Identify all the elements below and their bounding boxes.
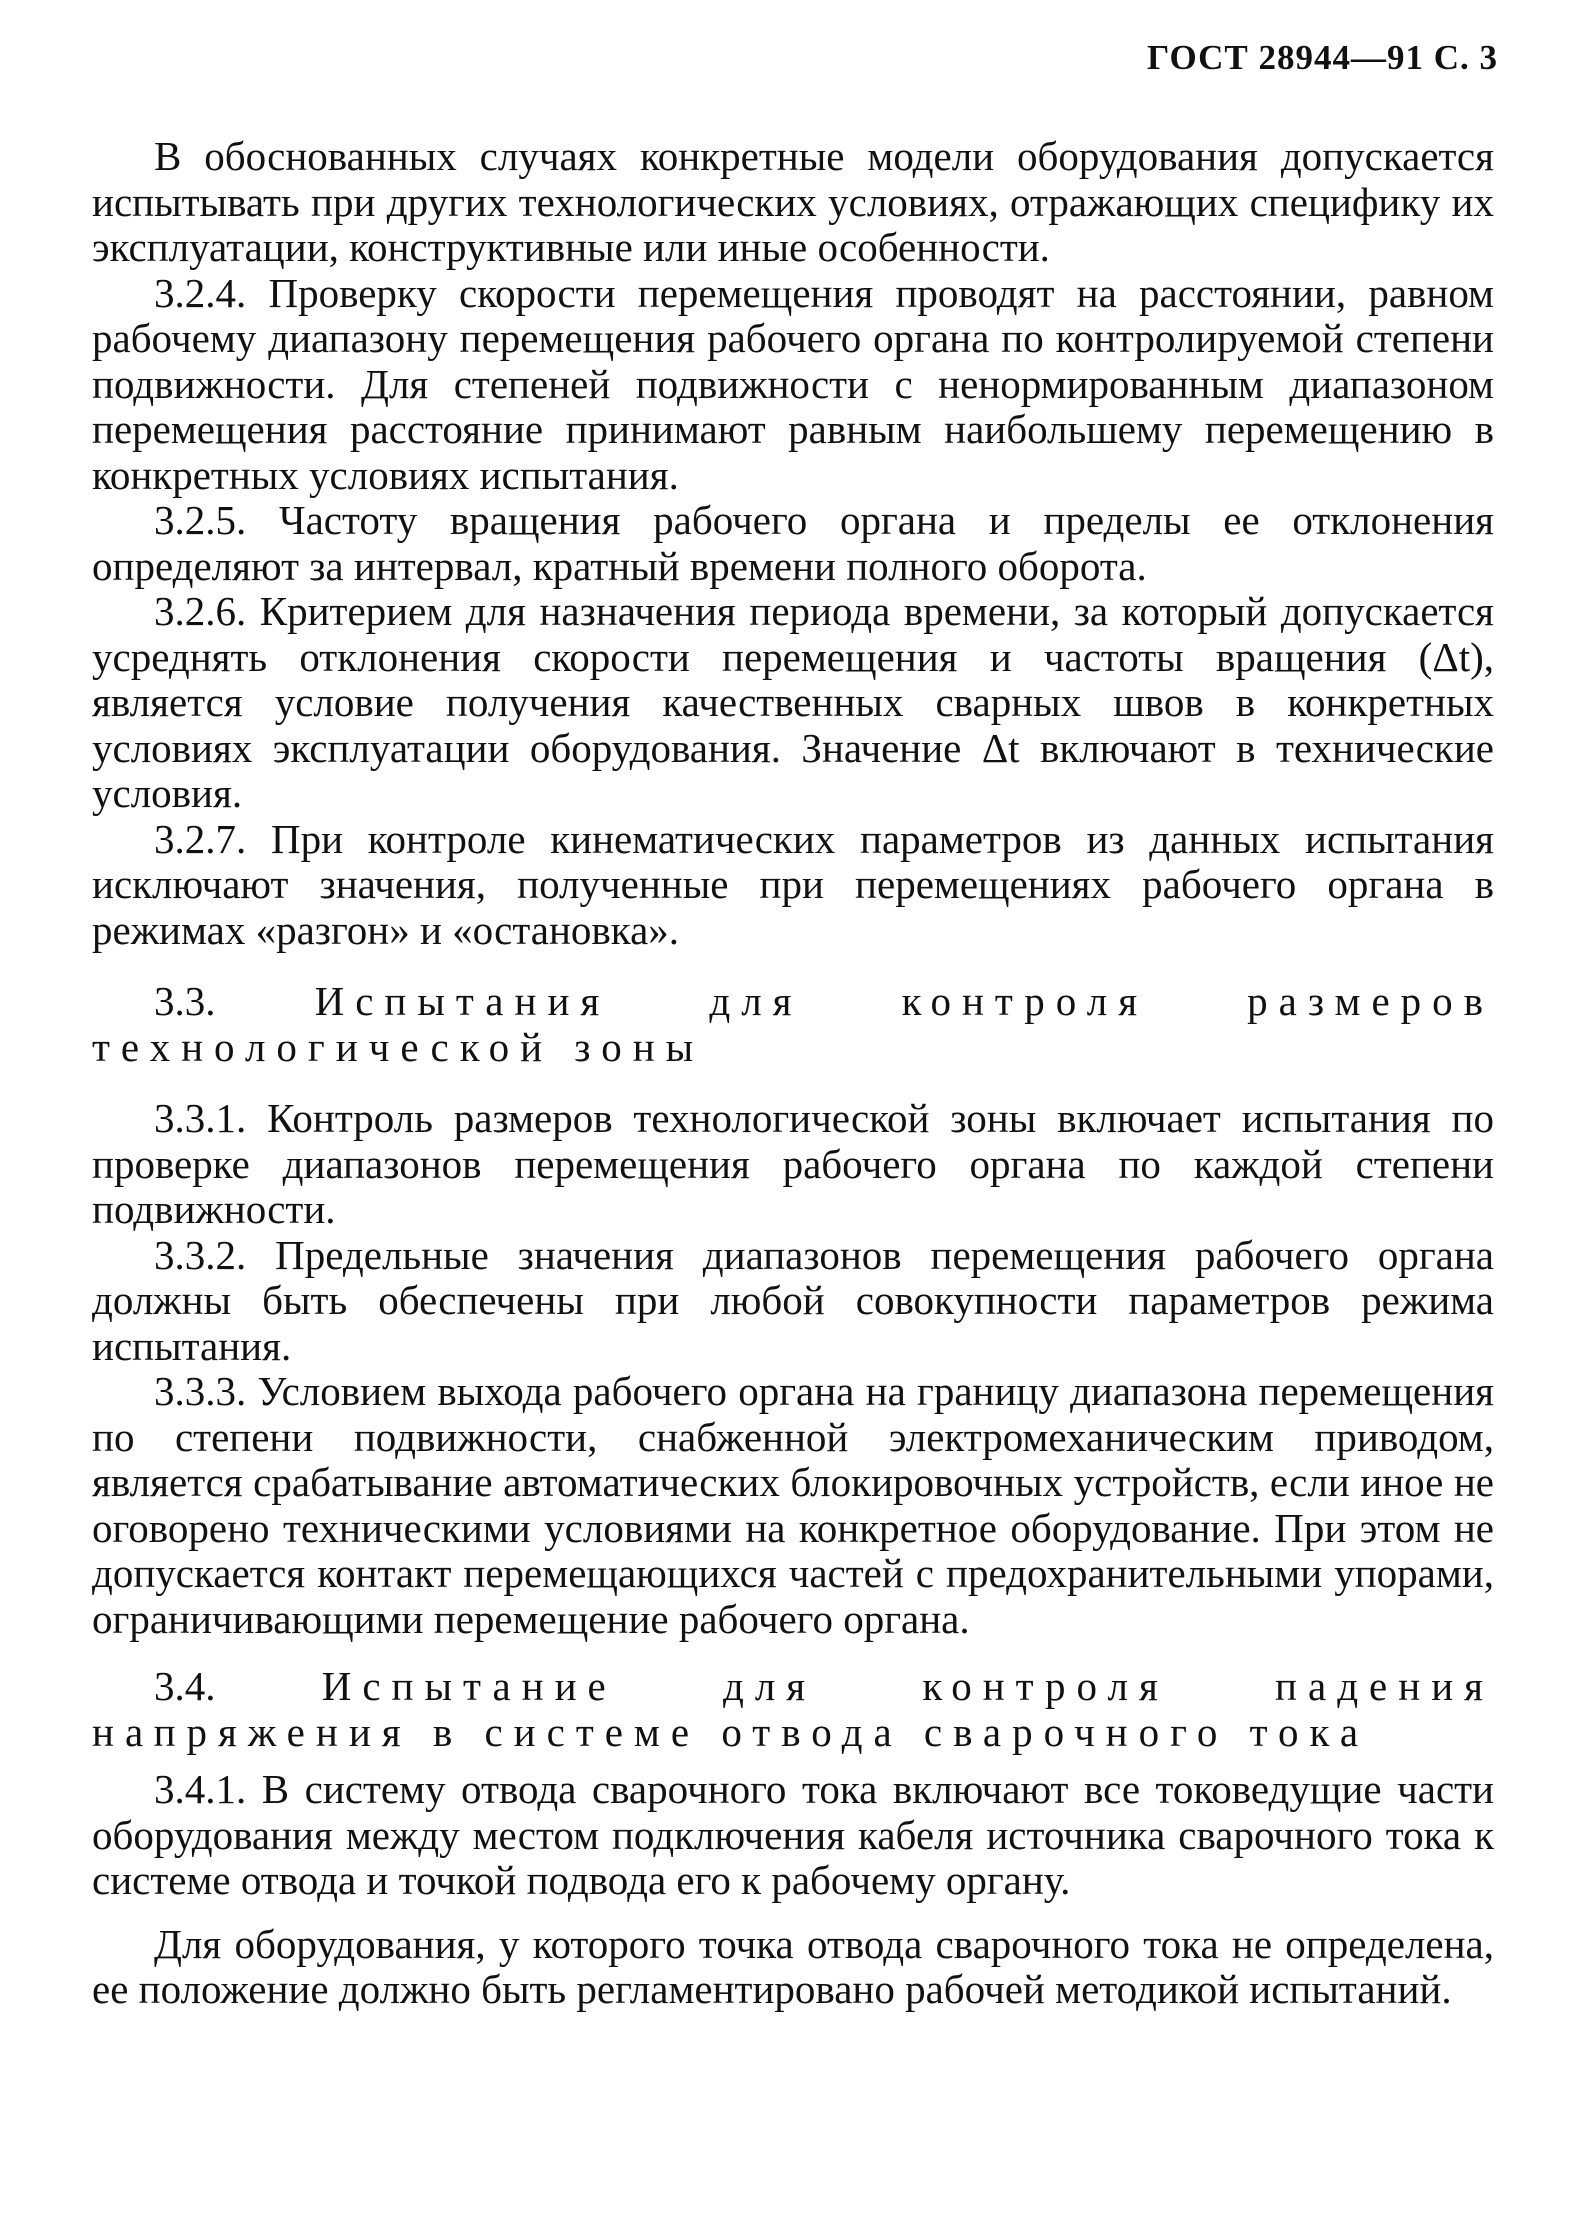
document-body — [92, 134, 1494, 2013]
paragraph-closing: Для оборудования, у которого точка отвода сварочного тока не определена, ее положение должно быть регламентировано рабочей методикой испытаний. — [92, 1920, 1494, 2012]
section-heading-3-4 — [92, 1664, 1494, 1755]
paragraph-3-2-4: 3.2.4. Проверку скорости перемещения проводят на расстоянии, равном рабочему диапазону перемещения рабочего органа по контролируемой степени подвижности. Для степеней подвижности с ненормированным диапазоном перемещения расстояние принимают равным наибольшему перемещению в конкретных условиях испытания. — [92, 269, 1494, 498]
section-number-3-3: 3.3. — [154, 978, 216, 1024]
section-title-3-4: Испытание для контроля падения напряжения в системе отвода сварочного тока — [92, 1663, 1494, 1755]
section-heading-3-3 — [92, 979, 1494, 1070]
paragraph-3-3-2: 3.3.2. Предельные значения диапазонов перемещения рабочего органа должны быть обеспечены при любой совокупности параметров режима испытания. — [92, 1231, 1494, 1369]
paragraph-3-2-7: 3.2.7. При контроле кинематических параметров из данных испытания исключают значения, полученные при перемещениях рабочего органа в режимах «разгон» и «остановка». — [92, 815, 1494, 953]
page-header: ГОСТ 28944—91 С. 3 — [1147, 38, 1498, 77]
paragraph-3-2-6: 3.2.6. Критерием для назначения периода времени, за который допускается усреднять отклонения скорости перемещения и частоты вращения (Δt), является условие получения качественных сварных швов в конкретных условиях эксплуатации оборудования. Значение Δt включают в технические условия. — [92, 588, 1494, 816]
paragraph-intro: В обоснованных случаях конкретные модели оборудования допускается испытывать при других технологических условиях, отражающих специфику их эксплуатации, конструктивные или иные особенности. — [92, 133, 1494, 270]
paragraph-3-3-3: 3.3.3. Условием выхода рабочего органа на границу диапазона перемещения по степени подвижности, снабженной электромеханическим приводом, является срабатывание автоматических блокировочных устройств, если иное не оговорено техническими условиями на конкретное оборудование. При этом не допускается контакт перемещающихся частей с предохранительными упорами, ограничивающими перемещение рабочего органа. — [92, 1368, 1494, 1642]
paragraph-3-3-1: 3.3.1. Контроль размеров технологической зоны включает испытания по проверке диапазонов перемещения рабочего органа по каждой степени подвижности. — [92, 1095, 1494, 1232]
section-number-3-4: 3.4. — [154, 1663, 216, 1709]
paragraph-3-2-5: 3.2.5. Частоту вращения рабочего органа и пределы ее отклонения определяют за интервал, кратный времени полного оборота. — [92, 497, 1494, 589]
paragraph-3-4-1: 3.4.1. В систему отвода сварочного тока включают все токоведущие части оборудования между местом подключения кабеля источника сварочного тока к системе отвода и точкой подвода его к рабочему органу. — [92, 1766, 1494, 1903]
section-title-3-3: Испытания для контроля размеров технологической зоны — [92, 978, 1494, 1070]
